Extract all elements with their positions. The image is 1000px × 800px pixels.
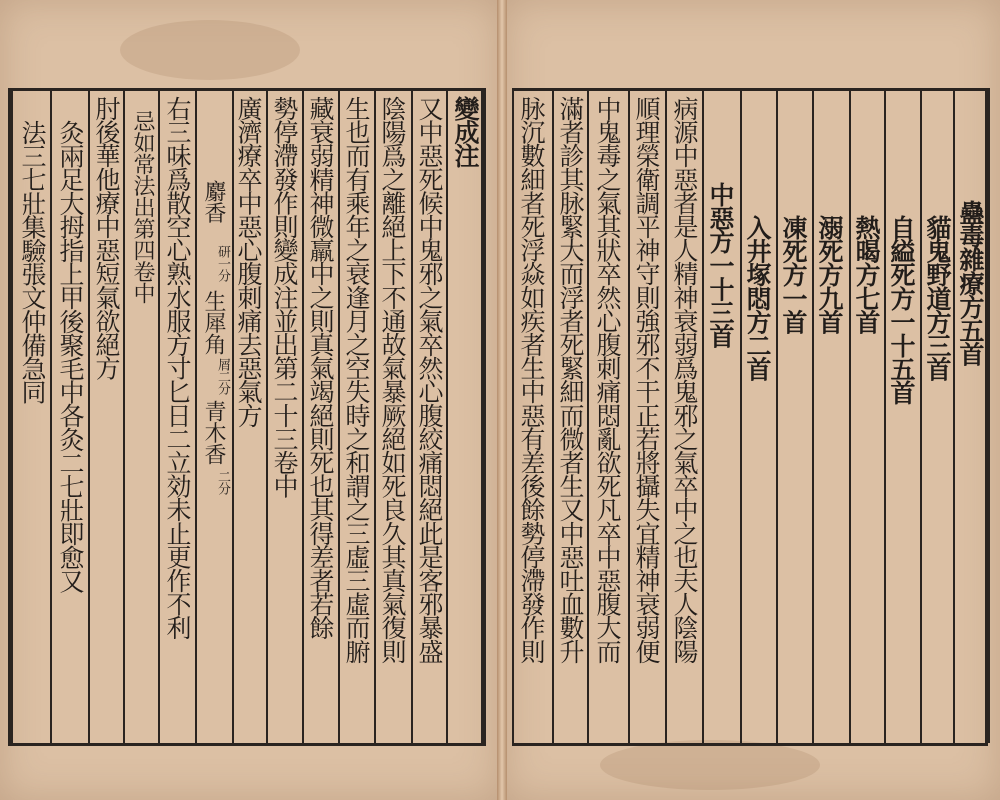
- ingredient-note: 二分: [215, 470, 230, 494]
- column-rule: [587, 88, 589, 743]
- column-rule: [702, 88, 704, 743]
- text-column: 右三味爲散空心熟水服方寸匕日二立効未止更作不利: [163, 96, 192, 639]
- column-rule: [158, 88, 160, 743]
- column-rule: [740, 88, 742, 743]
- text-column: 法三七壯集驗張文仲備急同: [18, 120, 47, 404]
- text-column: 廣濟療卒中惡心腹刺痛去惡氣方: [234, 96, 263, 427]
- text-column: 滿者診其脉緊大而浮者死緊細而微者生又中惡吐血數升: [556, 96, 585, 663]
- column-rule: [338, 88, 340, 743]
- text-column: 變成注: [451, 96, 480, 167]
- column-rule: [123, 88, 125, 743]
- text-column: 病源中惡者是人精神衰弱爲鬼邪之氣卒中之也夫人陰陽: [670, 96, 699, 663]
- text-column: 又中惡死候中鬼邪之氣卒然心腹絞痛悶絕此是客邪暴盛: [415, 96, 444, 663]
- column-rule: [512, 88, 514, 743]
- inner-border: [481, 88, 486, 743]
- column-rule: [884, 88, 886, 743]
- column-rule: [812, 88, 814, 743]
- book-gutter: [497, 0, 507, 800]
- outer-border: [985, 88, 990, 743]
- ingredient-note: 屑二分: [215, 358, 230, 394]
- text-column: 溺死方九首: [815, 215, 844, 334]
- text-column: 自縊死方一十五首: [887, 215, 916, 404]
- column-rule: [552, 88, 554, 743]
- text-column: 中鬼毒之氣其狀卒然心腹刺痛悶亂欲死凡卒中惡腹大而: [593, 96, 622, 663]
- column-rule: [195, 88, 197, 743]
- text-column: 勢停滯發作則變成注並出第二十三卷中: [270, 96, 299, 498]
- section-heading: 中惡方一十三首: [706, 182, 735, 348]
- paper-stain: [120, 20, 300, 80]
- column-rule: [266, 88, 268, 743]
- ingredient-note: 研一分: [215, 245, 230, 281]
- text-column: 凍死方一首: [779, 215, 808, 334]
- text-column: 灸兩足大拇指上甲後聚毛中各灸二七壯即愈又: [56, 120, 85, 593]
- column-rule: [628, 88, 630, 743]
- ingredient-name: 麝香: [201, 180, 226, 223]
- column-rule: [446, 88, 448, 743]
- column-rule: [776, 88, 778, 743]
- column-rule: [849, 88, 851, 743]
- column-rule: [88, 88, 90, 743]
- column-rule: [50, 88, 52, 743]
- text-column: 肘後華他療中惡短氣欲絕方: [92, 96, 121, 380]
- ingredient-name: 生犀角: [201, 290, 226, 355]
- text-column: 忌如常法出第四卷中: [130, 110, 155, 304]
- text-column: 藏衰弱精神微羸中之則真氣竭絕則死也其得差者若餘: [306, 96, 335, 639]
- column-rule: [411, 88, 413, 743]
- text-column: 熱暍方七首: [852, 215, 881, 334]
- column-rule: [920, 88, 922, 743]
- column-rule: [953, 88, 955, 743]
- outer-border: [8, 88, 13, 743]
- column-rule: [302, 88, 304, 743]
- text-column: 順理榮衛調平神守則強邪不干正若將攝失宜精神衰弱便: [632, 96, 661, 663]
- text-column: 入井塚悶方二首: [743, 215, 772, 381]
- paper-stain: [600, 740, 820, 790]
- text-column: 蠱毒雜療方五首: [956, 200, 985, 366]
- text-column: 陰陽爲之離絕上下不通故氣暴厥絕如死良久其真氣復則: [378, 96, 407, 663]
- text-column: 貓鬼野道方三首: [923, 215, 952, 381]
- text-column: 脉沉數細者死浮焱如疾者生中惡有差後餘勢停滯發作則: [517, 96, 546, 663]
- column-rule: [665, 88, 667, 743]
- column-rule: [374, 88, 376, 743]
- ingredient-name: 青木香: [201, 400, 226, 465]
- text-column: 生也而有乘年之衰逢月之空失時之和謂之三虛三虛而腑: [342, 96, 371, 663]
